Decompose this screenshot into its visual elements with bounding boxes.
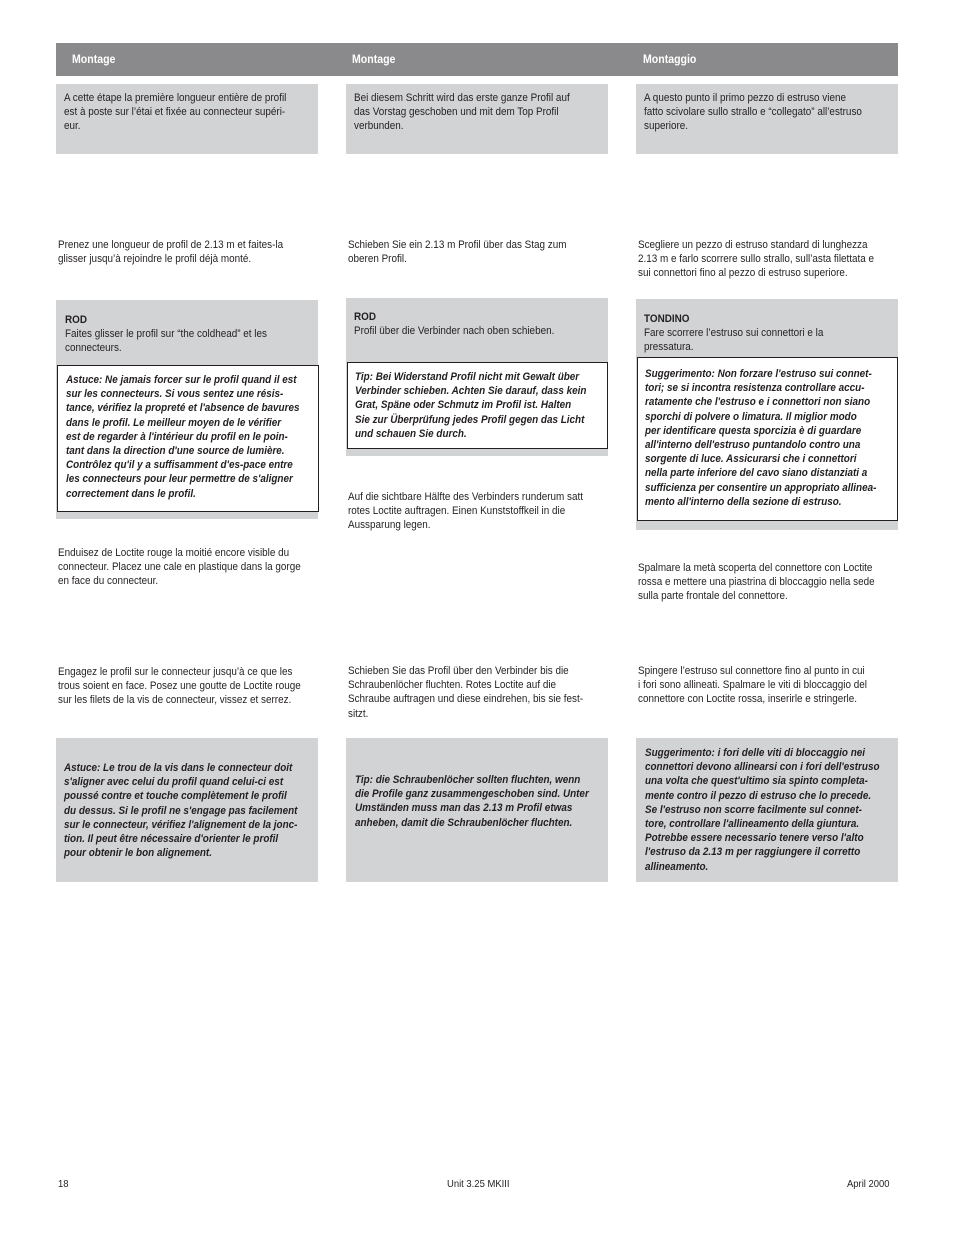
it-tip-text: Suggerimento: Non forzare l'estruso sui connet- tori; se si incontra resistenza controllare accu- ratamente che l'estruso e i connettori non siano sporchi di polvere o limatura. Il miglior modo per identificare questa sporcizia è di guardare all'interno dell'estruso puntandolo contro una sorgente di luce. Assicurarsi che i connettori nella parte inferiore del cavo siano distanziati a sufficienza per consentire un appropriato allinea- mento all'interno della sezione di estruso. (645, 368, 877, 508)
it-loctite-text: Spalmare la metà scoperta del connettore con Loctite rossa e mettere una piastrina di bloccaggio nella sede sulla parte frontale del connettore. (638, 562, 875, 603)
it-rod-heading: TONDINO (644, 313, 690, 325)
fr-loctite-text: Enduisez de Loctite rouge la moitié encore visible du connecteur. Placez une cale en plastique dans la gorge en face du connecteur. (58, 547, 301, 588)
fr-tip2-text: Astuce: Le trou de la vis dans le connecteur doit s'aligner avec celui du profil quand celui-ci est poussé contre et touche complètement le profil du dessus. Si le profil ne s'engage pas facilement sur le connecteur, vérifiez l'alignement de la jonc- tion. Il peut être nécessaire d'orienter le profil pour obtenir le bon alignement. (64, 762, 298, 860)
fr-rod-heading: ROD (65, 314, 88, 326)
it-engage-text: Spingere l’estruso sul connettore fino al punto in cui i fori sono allineati. Spalmare le viti di bloccaggio del connettore con Loctite rossa, inserirle e stringerle. (638, 665, 867, 706)
de-intro-text: Bei diesem Schritt wird das erste ganze Profil auf das Vorstag geschoben und mit dem Top Profil verbunden. (354, 92, 570, 133)
it-step-text: Scegliere un pezzo di estruso standard di lunghezza 2.13 m e farlo scorrere sullo strallo, sull’asta filettata e sui connettori fino al pezzo di estruso superiore. (638, 239, 875, 280)
header-french: Montage (72, 52, 116, 66)
fr-rod-text: ROD Faites glisser le profil sur “the coldhead” et les connecteurs. (65, 314, 267, 355)
fr-tip-text: Astuce: Ne jamais forcer sur le profil quand il est sur les connecteurs. Si vous sentez une résis- tance, vérifiez la propreté et l'absence de bavures dans le profil. Le meilleur moyen de le vérifier est de regarder à l'intérieur du profil en le poin- tant dans la direction d'une source de lumière. Contrôlez qu'il y a suffisamment d'es-pace entre les connecteurs pour leur permettre de s'aligner correctement dans le profil. (66, 374, 300, 500)
header-german: Montage (352, 52, 396, 66)
it-rod-text: TONDINO Fare scorrere l’estruso sui connettori e la pressatura. (644, 313, 824, 354)
it-intro-text: A questo punto il primo pezzo di estruso viene fatto scivolare sullo strallo e “collegato” all’estruso superiore. (644, 92, 862, 133)
section-header-bar (56, 43, 898, 76)
header-italian: Montaggio (643, 52, 697, 66)
de-engage-text: Schieben Sie das Profil über den Verbinder bis die Schraubenlöcher fluchten. Rotes Loctite auf die Schraube auftragen und diese eindrehen, bis sie fest- sitzt. (348, 665, 584, 720)
de-loctite-text: Auf die sichtbare Hälfte des Verbinders runderum satt rotes Loctite auftragen. Einen Kunststoffkeil in die Aussparung legen. (348, 491, 583, 532)
fr-intro-text: A cette étape la première longueur entière de profil est à poste sur l’étai et fixée au connecteur supéri- eur. (64, 92, 287, 133)
de-rod-heading: ROD (354, 311, 377, 323)
fr-engage-text: Engagez le profil sur le connecteur jusqu’à ce que les trous soient en face. Posez une goutte de Loctite rouge sur les filets de la vis de connecteur, vissez et serrez. (58, 666, 301, 707)
footer-unit: Unit 3.25 MKIII (447, 1178, 510, 1190)
fr-step-text: Prenez une longueur de profil de 2.13 m et faites-la glisser jusqu’à rejoindre le profil déjà monté. (58, 239, 284, 266)
de-step-text: Schieben Sie ein 2.13 m Profil über das Stag zum oberen Profil. (348, 239, 567, 266)
de-rod-text: ROD Profil über die Verbinder nach oben schieben. (354, 311, 555, 338)
page-number: 18 (58, 1178, 69, 1190)
footer-date: April 2000 (847, 1178, 890, 1190)
de-tip2-text: Tip: die Schraubenlöcher sollten fluchten, wenn die Profile ganz zusammengeschoben sind. Unter Umständen muss man das 2.13 m Profil etwas anheben, damit die Schraubenlöcher fluchten. (355, 774, 589, 829)
it-tip2-text: Suggerimento: i fori delle viti di bloccaggio nei connettori devono allinearsi con i fori dell'estruso una volta che quest'ultimo sia spinto completa- mente contro il pezzo di estruso che lo precede. Se l'estruso non scorre facilmente sul connet- tore, controllare l'allineamento della giuntura. Potrebbe essere necessario tenere verso l'alto l'estruso da 2.13 m per raggiungere il corretto allineamento. (645, 747, 880, 873)
de-tip-text: Tip: Bei Widerstand Profil nicht mit Gewalt über Verbinder schieben. Achten Sie darauf, dass kein Grat, Späne oder Schmutz im Profil ist. Halten Sie zur Überprüfung jedes Profil gegen das Licht und schauen Sie durch. (355, 371, 587, 440)
